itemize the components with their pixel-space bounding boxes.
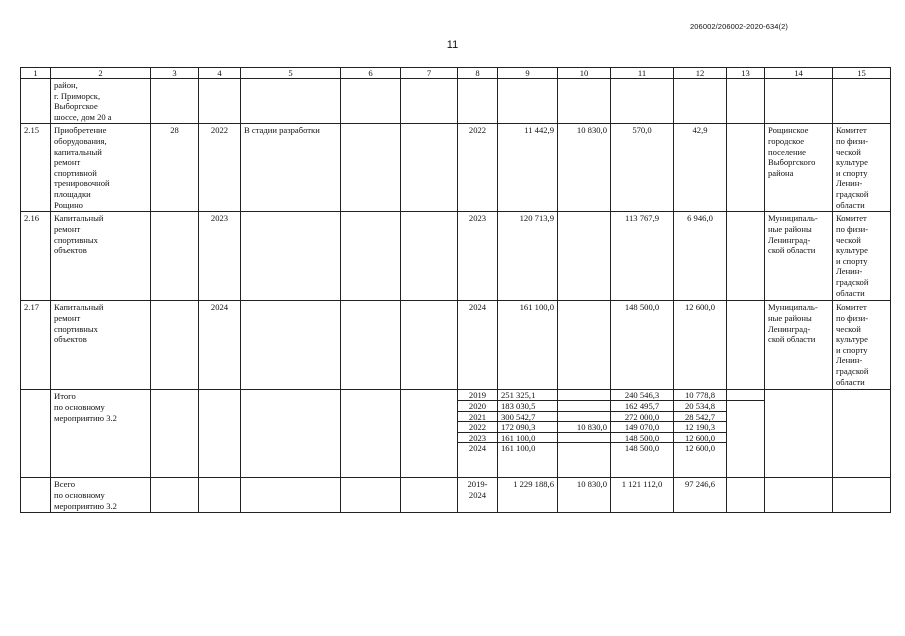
header-cell: 5	[241, 68, 341, 79]
year-line: 2019	[458, 390, 497, 401]
table-cell	[833, 478, 891, 513]
table-cell	[241, 79, 341, 124]
table-cell	[151, 212, 199, 301]
value-line	[558, 443, 610, 454]
table-cell	[341, 124, 401, 212]
table-cell	[241, 212, 341, 301]
table-cell: Муниципаль- ные районы Ленинград- ской области	[765, 212, 833, 301]
table-cell	[833, 390, 891, 478]
table-cell	[765, 390, 833, 478]
table-cell	[401, 212, 458, 301]
header-cell: 4	[199, 68, 241, 79]
table-cell: 97 246,6	[674, 478, 727, 513]
table-cell	[21, 478, 51, 513]
table-cell	[151, 478, 199, 513]
table-cell	[341, 212, 401, 301]
table-cell	[151, 301, 199, 390]
itogo-col12	[674, 390, 727, 478]
header-cell: 1	[21, 68, 51, 79]
table-cell: 148 500,0	[611, 301, 674, 390]
vsego-row	[21, 478, 891, 513]
table-row	[21, 301, 891, 390]
table-cell: 570,0	[611, 124, 674, 212]
itogo-col11	[611, 390, 674, 478]
table-cell	[401, 79, 458, 124]
value-line: 272 000,0	[611, 412, 673, 423]
header-cell: 15	[833, 68, 891, 79]
table-cell: Комитет по физи- ческой культуре и спорту Ленин- градской области	[833, 301, 891, 390]
itogo-col9	[498, 390, 558, 478]
table-cell: район, г. Приморск, Выборгское шоссе, дом 20 а	[51, 79, 151, 124]
itogo-label: Итого по основному мероприятию 3.2	[51, 390, 151, 478]
table-cell	[498, 79, 558, 124]
value-line: 148 500,0	[611, 433, 673, 444]
header-cell: 14	[765, 68, 833, 79]
continuation-row	[21, 79, 891, 124]
table-cell	[199, 478, 241, 513]
value-line	[727, 390, 764, 401]
value-line: 10 830,0	[558, 422, 610, 433]
value-line: 28 542,7	[674, 412, 726, 423]
value-line: 172 090,3	[498, 422, 557, 433]
value-line: 12 600,0	[674, 433, 726, 444]
year-line: 2022	[458, 422, 497, 433]
table-cell: 28	[151, 124, 199, 212]
itogo-col13	[727, 390, 765, 478]
table-cell: 11 442,9	[498, 124, 558, 212]
header-cell: 7	[401, 68, 458, 79]
event-name: Капитальный ремонт спортивных объектов	[51, 212, 151, 301]
header-cell: 12	[674, 68, 727, 79]
row-number: 2.16	[21, 212, 51, 301]
value-line	[558, 433, 610, 444]
row-number: 2.17	[21, 301, 51, 390]
table-cell	[241, 478, 341, 513]
value-line: 300 542,7	[498, 412, 557, 423]
value-line: 161 100,0	[498, 433, 557, 444]
table-cell: Комитет по физи- ческой культуре и спорту Ленин- градской области	[833, 212, 891, 301]
table-cell: 10 830,0	[558, 124, 611, 212]
table-cell	[727, 79, 765, 124]
year-line: 2024	[468, 443, 487, 454]
row-number: 2.15	[21, 124, 51, 212]
itogo-row	[21, 390, 891, 478]
table-cell	[401, 478, 458, 513]
table-cell: Муниципаль- ные районы Ленинград- ской области	[765, 301, 833, 390]
header-cell: 8	[458, 68, 498, 79]
header-cell: 9	[498, 68, 558, 79]
table-cell: 10 830,0	[558, 478, 611, 513]
table-cell	[401, 390, 458, 478]
table-cell: 2023	[199, 212, 241, 301]
table-cell	[341, 478, 401, 513]
event-name: Приобретение оборудования, капитальный ремонт спортивной тренировочной площадки Рощино	[51, 124, 151, 212]
table-cell	[21, 390, 51, 478]
value-line	[558, 401, 610, 412]
table-cell	[833, 79, 891, 124]
table-cell	[151, 79, 199, 124]
table-cell	[151, 390, 199, 478]
event-name: Капитальный ремонт спортивных объектов	[51, 301, 151, 390]
table-cell	[401, 124, 458, 212]
table-cell	[674, 79, 727, 124]
table-cell	[765, 79, 833, 124]
table-cell: 2022	[199, 124, 241, 212]
header-cell: 6	[341, 68, 401, 79]
table-cell: В стадии разработки	[241, 124, 341, 212]
value-line: 20 534,8	[674, 401, 726, 412]
table-cell	[558, 301, 611, 390]
header-cell: 11	[611, 68, 674, 79]
table-cell: 2019- 2024	[458, 478, 498, 513]
table-cell	[727, 212, 765, 301]
value-line: 251 325,1	[498, 390, 557, 401]
header-cell: 13	[727, 68, 765, 79]
header-row	[21, 68, 891, 79]
header-cell: 3	[151, 68, 199, 79]
value-line: 148 500,0	[624, 443, 660, 454]
table-cell	[727, 124, 765, 212]
year-line: 2023	[458, 433, 497, 444]
table-cell	[727, 301, 765, 390]
program-table	[20, 67, 891, 513]
table-cell	[199, 390, 241, 478]
table-cell	[241, 301, 341, 390]
page-number: 11	[446, 39, 459, 51]
table-cell: 161 100,0	[498, 301, 558, 390]
table-cell: 2022	[458, 124, 498, 212]
value-line: 149 070,0	[611, 422, 673, 433]
header-cell: 10	[558, 68, 611, 79]
table-cell: Комитет по физи- ческой культуре и спорту Ленин- градской области	[833, 124, 891, 212]
table-cell	[21, 79, 51, 124]
table-cell	[401, 301, 458, 390]
table-cell: 1 121 112,0	[611, 478, 674, 513]
table-cell	[727, 478, 765, 513]
table-row	[21, 212, 891, 301]
table-cell: 42,9	[674, 124, 727, 212]
value-line: 12 600,0	[684, 443, 716, 454]
value-line: 240 546,3	[611, 390, 673, 401]
table-cell	[341, 301, 401, 390]
value-line	[558, 412, 610, 423]
table-cell	[341, 79, 401, 124]
value-line: 12 190,3	[674, 422, 726, 433]
table-cell	[341, 390, 401, 478]
table-cell	[558, 79, 611, 124]
value-line: 10 778,8	[674, 390, 726, 401]
value-line: 161 100,0	[501, 443, 536, 454]
table-cell	[765, 478, 833, 513]
value-line: 183 030,5	[498, 401, 557, 412]
vsego-label: Всего по основному мероприятию 3.2	[51, 478, 151, 513]
table-cell	[241, 390, 341, 478]
table-cell: 12 600,0	[674, 301, 727, 390]
itogo-col10	[558, 390, 611, 478]
table-cell: 2023	[458, 212, 498, 301]
value-line	[558, 390, 610, 401]
table-cell: 113 767,9	[611, 212, 674, 301]
table-cell	[199, 79, 241, 124]
document-id: 206002/206002-2020-634(2)	[690, 22, 788, 31]
table-cell: 6 946,0	[674, 212, 727, 301]
table-cell	[558, 212, 611, 301]
year-line: 2020	[458, 401, 497, 412]
itogo-years	[458, 390, 498, 478]
table-cell: Рощинское городское поселение Выборгского района	[765, 124, 833, 212]
year-line: 2021	[458, 412, 497, 423]
table-cell: 120 713,9	[498, 212, 558, 301]
header-cell: 2	[51, 68, 151, 79]
table-row	[21, 124, 891, 212]
table-cell	[458, 79, 498, 124]
table-cell: 2024	[458, 301, 498, 390]
table-cell: 2024	[199, 301, 241, 390]
table-cell	[611, 79, 674, 124]
table-cell: 1 229 188,6	[498, 478, 558, 513]
value-line: 162 495,7	[611, 401, 673, 412]
